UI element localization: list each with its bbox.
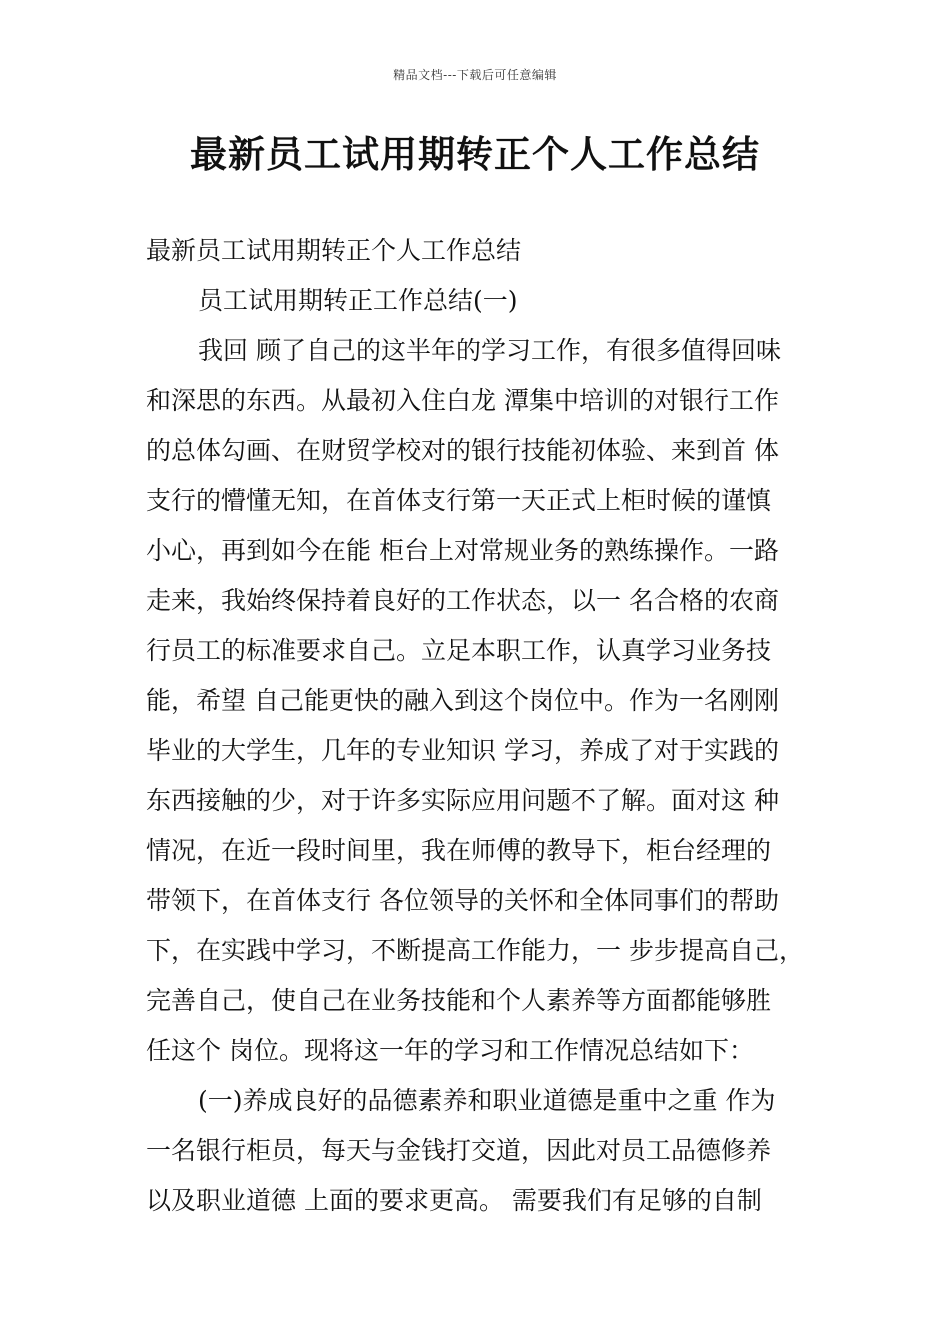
text-line: 小心，再到如今在能 柜台上对常规业务的熟练操作。一路 [146, 536, 779, 565]
text-line: 最新员工试用期转正个人工作总结 [146, 236, 522, 265]
text-line: 能，希望 自己能更快的融入到这个岗位中。作为一名刚刚 [146, 686, 779, 715]
text-line: (一)养成良好的品德素养和职业道德是重中之重 作为 [198, 1086, 776, 1115]
text-line: 东西接触的少，对于许多实际应用问题不了解。面对这 种 [146, 786, 779, 815]
text-line: 任这个 岗位。现将这一年的学习和工作情况总结如下： [146, 1036, 754, 1065]
text-line: 和深思的东西。从最初入住白龙 潭集中培训的对银行工作 [146, 386, 779, 415]
text-line: 情况，在近一段时间里，我在师傅的教导下，柜台经理的 [146, 836, 772, 865]
text-line: 走来，我始终保持着良好的工作状态，以一 名合格的农商 [146, 586, 779, 615]
text-line: 行员工的标准要求自己。立足本职工作，认真学习业务技 [146, 636, 772, 665]
text-line: 的总体勾画、在财贸学校对的银行技能初体验、来到首 体 [146, 436, 779, 465]
document-body [146, 226, 810, 1226]
document-title: 最新员工试用期转正个人工作总结 [190, 133, 760, 176]
text-line: 一名银行柜员，每天与金钱打交道，因此对员工品德修养 [146, 1136, 772, 1165]
text-line: 支行的懵懂无知，在首体支行第一天正式上柜时候的谨慎 [146, 486, 772, 515]
text-line: 完善自己，使自己在业务技能和个人素养等方面都能够胜 [146, 986, 772, 1015]
text-line: 毕业的大学生，几年的专业知识 学习，养成了对于实践的 [146, 736, 779, 765]
text-line: 下，在实践中学习，不断提高工作能力，一 步步提高自己， [146, 936, 804, 965]
header-note: 精品文档---下载后可任意编辑 [393, 68, 557, 82]
text-line: 以及职业道德 上面的要求更高。 需要我们有足够的自制 [146, 1186, 762, 1215]
text-line: 带领下，在首体支行 各位领导的关怀和全体同事们的帮助 [146, 886, 779, 915]
text-line: 我回 顾了自己的这半年的学习工作，有很多值得回味 [198, 336, 781, 365]
text-line: 员工试用期转正工作总结(一) [198, 286, 518, 315]
